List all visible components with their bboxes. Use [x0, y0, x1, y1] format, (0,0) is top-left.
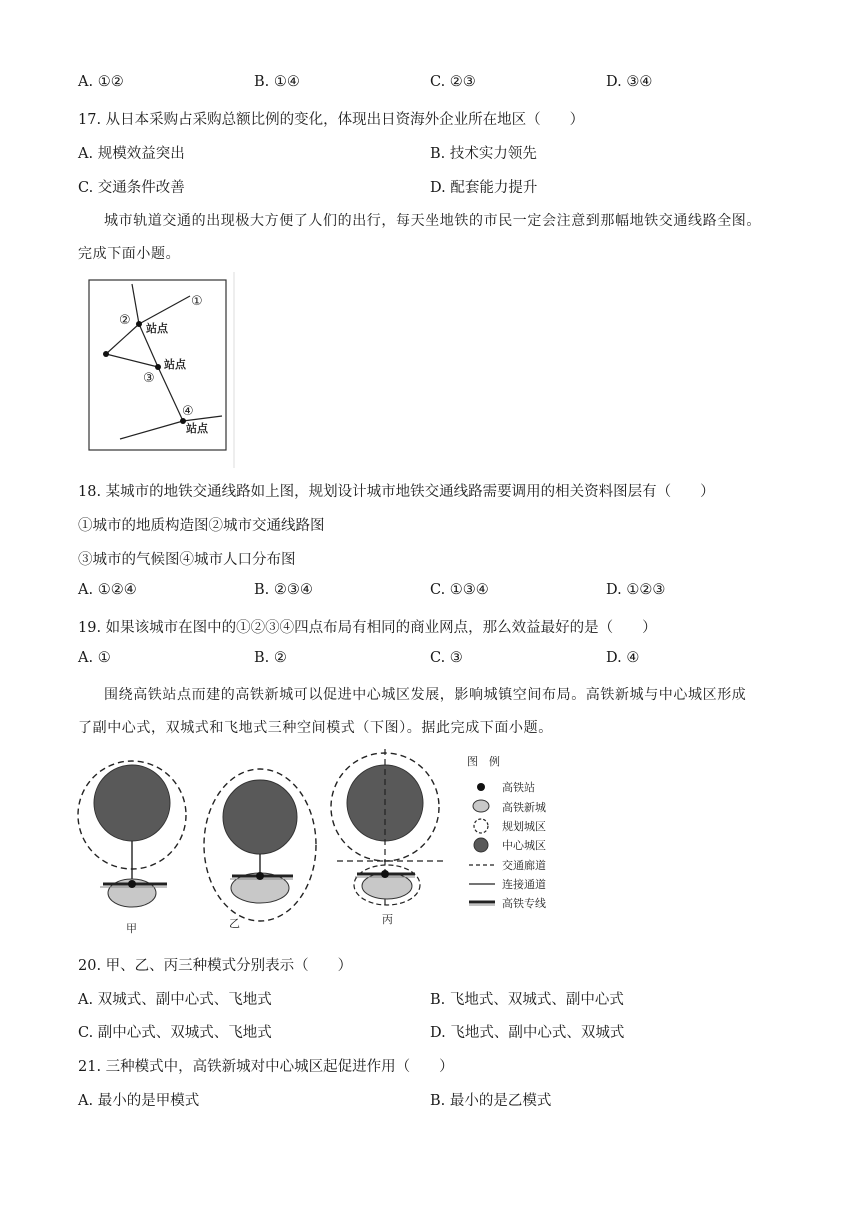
legend-corridor: 交通廊道	[502, 859, 546, 872]
q20-option-b: B. 飞地式、双城式、副中心式	[430, 992, 624, 1008]
passage1-line2: 完成下面小题。	[78, 246, 181, 262]
q18-option-c: C. ①③④	[430, 582, 489, 598]
passage1-line1: 城市轨道交通的出现极大方便了人们的出行，每天坐地铁的市民一定会注意到那幅地铁交通线路全图。	[104, 213, 761, 229]
legend-planned-area-icon	[474, 819, 488, 833]
label-bing: 丙	[382, 913, 393, 926]
q21-option-b: B. 最小的是乙模式	[430, 1093, 552, 1109]
q18-items-line2: ③城市的气候图④城市人口分布图	[78, 552, 296, 568]
q20-stem: 20. 甲、乙、丙三种模式分别表示（ ）	[78, 958, 353, 974]
q18-option-b: B. ②③④	[254, 582, 313, 598]
q20-option-a: A. 双城式、副中心式、飞地式	[78, 992, 272, 1008]
q21-option-a: A. 最小的是甲模式	[78, 1093, 200, 1109]
legend-central-city: 中心城区	[502, 839, 546, 852]
q18-option-a: A. ①②④	[78, 582, 137, 598]
q21-stem: 21. 三种模式中，高铁新城对中心城区起促进作用（ ）	[78, 1059, 454, 1075]
q20-option-c: C. 副中心式、双城式、飞地式	[78, 1025, 272, 1041]
model-yi	[204, 769, 316, 930]
model-jia	[78, 761, 186, 935]
q17-stem: 17. 从日本采购占采购总额比例的变化，体现出日资海外企业所在地区（ ）	[78, 112, 585, 128]
marker-1: ①	[191, 294, 203, 309]
q17-option-b: B. 技术实力领先	[430, 146, 537, 162]
marker-2: ②	[119, 313, 131, 328]
q16-option-a: A. ①②	[78, 74, 124, 90]
hsr-station	[256, 872, 264, 880]
q17-option-d: D. 配套能力提升	[430, 180, 538, 196]
q18-option-d: D. ①②③	[606, 582, 666, 598]
station-label: 站点	[164, 358, 186, 371]
central-city	[223, 780, 297, 854]
station-label: 站点	[146, 322, 168, 335]
hsr-station	[381, 870, 389, 878]
station-dot	[103, 351, 109, 357]
q18-stem: 18. 某城市的地铁交通线路如上图，规划设计城市地铁交通线路需要调用的相关资料图层有（ ）	[78, 484, 715, 500]
legend-hsr-station: 高铁站	[502, 781, 535, 794]
legend-new-town-icon	[473, 800, 489, 812]
hsr-station	[128, 880, 136, 888]
q16-option-d: D. ③④	[606, 74, 653, 90]
legend-planned-area: 规划城区	[502, 820, 546, 833]
legend-new-town: 高铁新城	[502, 801, 546, 814]
q20-option-d: D. 飞地式、副中心式、双城式	[430, 1025, 625, 1041]
legend	[467, 754, 546, 910]
spatial-model-diagram	[75, 745, 565, 945]
station-label: 站点	[186, 422, 208, 435]
q19-stem: 19. 如果该城市在图中的①②③④四点布局有相同的商业网点，那么效益最好的是（ ）	[78, 620, 657, 636]
q19-option-a: A. ①	[78, 650, 111, 666]
legend-central-city-icon	[474, 838, 488, 852]
q17-option-c: C. 交通条件改善	[78, 180, 185, 196]
passage2-line1: 围绕高铁站点而建的高铁新城可以促进中心城区发展，影响城镇空间布局。高铁新城与中心城区形成	[104, 687, 747, 703]
station-dot	[155, 364, 161, 370]
legend-title: 图 例	[467, 755, 500, 768]
model-bing	[331, 749, 443, 926]
central-city	[94, 765, 170, 841]
station-dot	[136, 321, 142, 327]
marker-3: ③	[143, 371, 155, 386]
metro-map-figure	[82, 272, 237, 468]
legend-hsr-line: 高铁专线	[502, 897, 546, 910]
marker-4: ④	[182, 404, 194, 419]
q18-items-line1: ①城市的地质构造图②城市交通线路图	[78, 518, 325, 534]
q16-option-c: C. ②③	[430, 74, 476, 90]
legend-connection: 连接通道	[502, 878, 546, 891]
q19-option-d: D. ④	[606, 650, 640, 666]
q19-option-b: B. ②	[254, 650, 287, 666]
passage2-line2: 了副中心式，双城式和飞地式三种空间模式（下图）。据此完成下面小题。	[78, 720, 553, 736]
label-yi: 乙	[229, 917, 240, 930]
legend-hsr-station-icon	[477, 783, 485, 791]
q19-option-c: C. ③	[430, 650, 463, 666]
q17-option-a: A. 规模效益突出	[78, 146, 185, 162]
label-jia: 甲	[126, 922, 137, 935]
q16-option-b: B. ①④	[254, 74, 300, 90]
